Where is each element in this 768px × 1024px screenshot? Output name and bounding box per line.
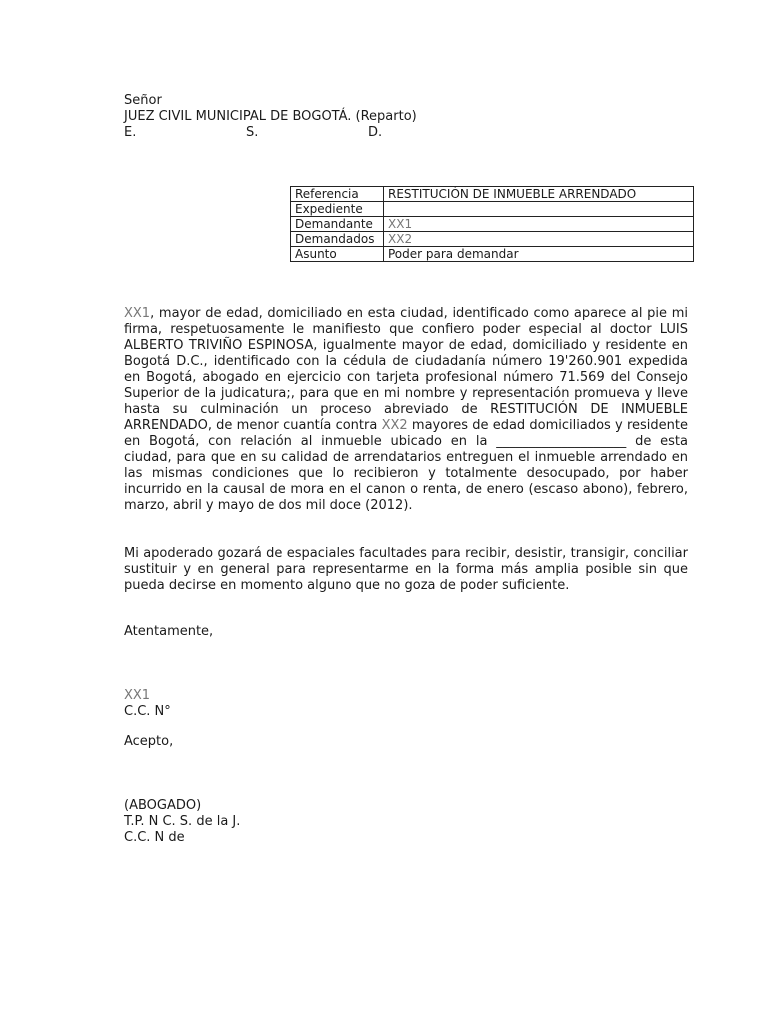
table-row <box>291 217 694 232</box>
table-row <box>291 202 694 217</box>
table-row <box>291 187 694 202</box>
paragraph-text-b: mayores de edad domiciliados y residente en Bogotá, con relación al inmueble ubicado en la ____________________ de esta ciudad, para que en su calidad de arrendatarios entreguen el inmueble arrendado en las mismas condiciones que lo recibieron y totalmente desocupado, por haber incurrido en la causal de mora en el canon o renta, de enero (escaso abono), febrero, marzo, abril y mayo de dos mil doce (2012). <box>124 418 689 513</box>
ref-value: RESTITUCIÓN DE INMUEBLE ARRENDADO <box>384 187 694 202</box>
esd-s: S. <box>246 125 259 140</box>
esd-d: D. <box>368 125 383 140</box>
ref-value <box>384 202 694 217</box>
court-name: JUEZ CIVIL MUNICIPAL DE BOGOTÁ. (Reparto) <box>124 109 417 124</box>
ref-value: Poder para demandar <box>384 247 694 262</box>
ref-label: Expediente <box>291 202 384 217</box>
addressee-block <box>124 93 417 141</box>
acceptance-label: Acepto, <box>124 734 174 749</box>
ref-label: Referencia <box>291 187 384 202</box>
paragraph-faculties: Mi apoderado gozará de espaciales facultades para recibir, desistir, transigir, conciliar sustituir y en general para representarme en la forma más amplia posible sin que pueda decirse en momento alguno que no goza de poder suficiente. <box>124 546 688 593</box>
esd-line <box>124 125 417 141</box>
party-grantor: XX1 <box>124 306 151 321</box>
signer-name: XX1 <box>124 688 151 703</box>
ref-label: Asunto <box>291 247 384 262</box>
signer-block <box>124 688 171 720</box>
table-row <box>291 247 694 262</box>
signer-cc: C.C. N° <box>124 704 171 719</box>
party-defendant: XX2 <box>381 418 408 433</box>
reference-table <box>290 186 694 262</box>
ref-label: Demandados <box>291 232 384 247</box>
paragraph-power-grant <box>124 306 688 514</box>
table-row <box>291 232 694 247</box>
lawyer-tp: T.P. N C. S. de la J. <box>124 814 241 829</box>
lawyer-cc: C.C. N de <box>124 830 185 845</box>
greeting: Señor <box>124 93 162 108</box>
lawyer-title: (ABOGADO) <box>124 798 202 813</box>
lawyer-block <box>124 798 240 846</box>
esd-e: E. <box>124 125 137 140</box>
ref-label: Demandante <box>291 217 384 232</box>
ref-value: XX2 <box>384 232 694 247</box>
closing-atentamente: Atentamente, <box>124 624 214 639</box>
ref-value: XX1 <box>384 217 694 232</box>
paragraph-text-a: , mayor de edad, domiciliado en esta ciudad, identificado como aparece al pie mi firma, respetuosamente le manifiesto que confiero poder especial al doctor LUIS ALBERTO TRIVIÑO ESPINOSA, igualmente mayor de edad, domiciliado y residente en Bogotá D.C., identificado con la cédula de ciudadanía número 19'260.901 expedida en Bogotá, abogado en ejercicio con tarjeta profesional número 71.569 del Consejo Superior de la judicatura;, para que en mi nombre y representación promueva y lleve hasta su culminación un proceso abreviado de RESTITUCIÓN DE INMUEBLE ARRENDADO, de menor cuantía contra <box>124 306 688 433</box>
